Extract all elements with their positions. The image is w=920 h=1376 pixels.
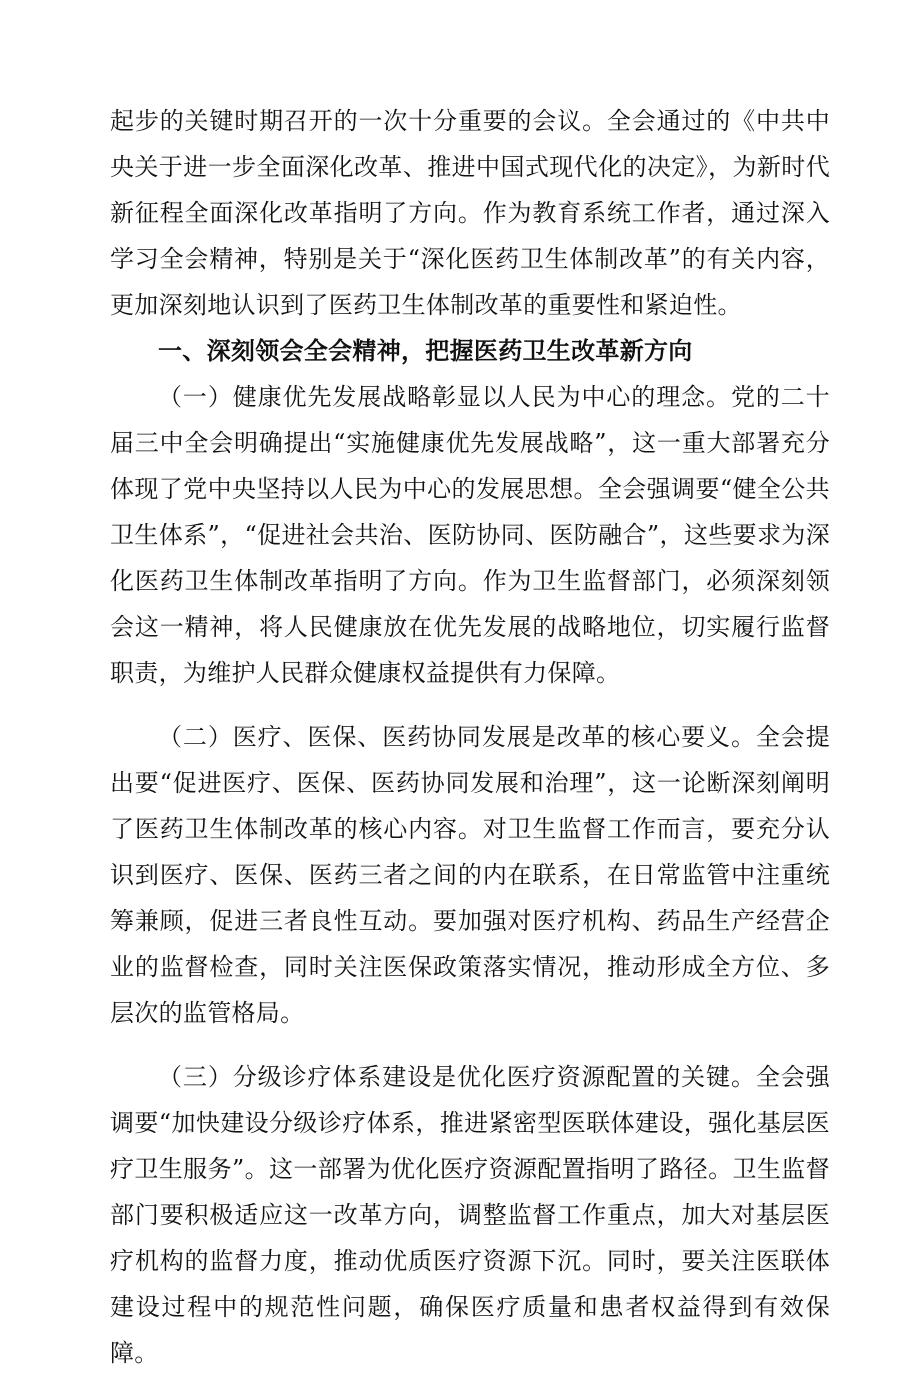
section-heading: 一、深刻领会全会精神，把握医药卫生改革新方向 xyxy=(158,336,693,365)
paragraph-3: （三）分级诊疗体系建设是优化医疗资源配置的关键。全会强调要“加快建设分级诊疗体系，推进紧密型医联体建设，强化基层医疗卫生服务”。这一部署为优化医疗资源配置指明了路径。卫生监督部门要积极适应这一改革方向，调整监督工作重点，加大对基层医疗机构的监督力度，推动优质医疗资源下沉。同时，要关注医联体建设过程中的规范性问题，确保医疗质量和患者权益得到有效保障。 xyxy=(110,1063,830,1367)
paragraph-1: （一）健康优先发展战略彰显以人民为中心的理念。党的二十届三中全会明确提出“实施健康优先发展战略”，这一重大部署充分体现了党中央坚持以人民为中心的发展思想。全会强调要“健全公共卫生体系”，“促进社会共治、医防协同、医防融合”，这些要求为深化医药卫生体制改革指明了方向。作为卫生监督部门，必须深刻领会这一精神，将人民健康放在优先发展的战略地位，切实履行监督职责，为维护人民群众健康权益提供有力保障。 xyxy=(110,383,830,687)
paragraph-2: （二）医疗、医保、医药协同发展是改革的核心要义。全会提出要“促进医疗、医保、医药协同发展和治理”，这一论断深刻阐明了医药卫生体制改革的核心内容。对卫生监督工作而言，要充分认识到医疗、医保、医药三者之间的内在联系，在日常监管中注重统筹兼顾，促进三者良性互动。要加强对医疗机构、药品生产经营企业的监督检查，同时关注医保政策落实情况，推动形成全方位、多层次的监管格局。 xyxy=(110,723,830,1027)
intro-paragraph: 起步的关键时期召开的一次十分重要的会议。全会通过的《中共中央关于进一步全面深化改革、推进中国式现代化的决定》，为新时代新征程全面深化改革指明了方向。作为教育系统工作者，通过深入学习全会精神，特别是关于“深化医药卫生体制改革”的有关内容，更加深刻地认识到了医药卫生体制改革的重要性和紧迫性。 xyxy=(110,107,830,319)
document-page xyxy=(110,98,830,1376)
